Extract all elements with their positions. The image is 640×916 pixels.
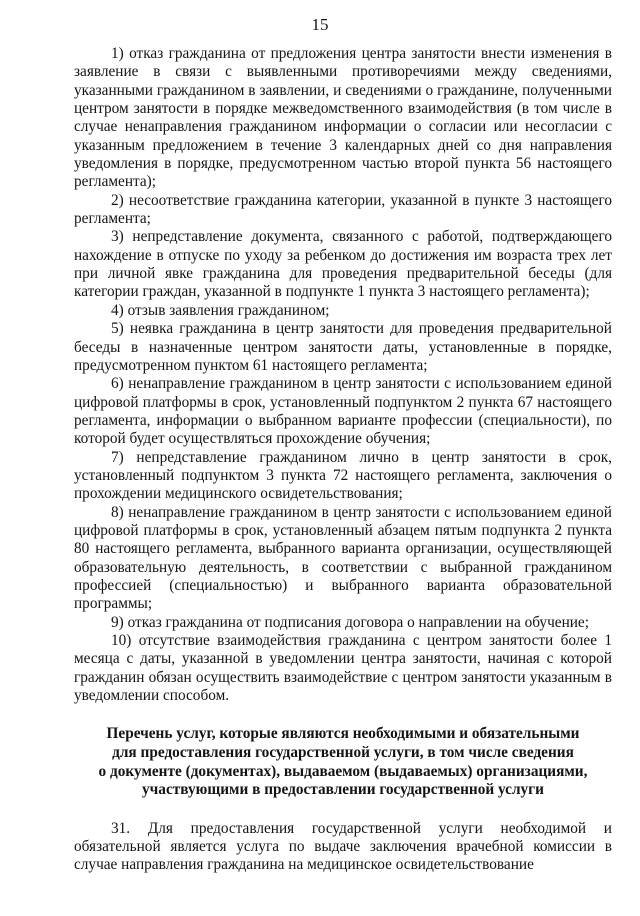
page-number: 15	[311, 15, 329, 34]
section-heading-line-4: участвующими в предоставлении государственной услуги	[142, 781, 544, 799]
list-item-6: 6) ненаправление гражданином в центр занятости с использованием единой цифровой платформы в срок, установленный подпунктом 2 пункта 67 настоящего регламента, информации о выбранном варианте профессии (специальности), по которой будет осуществляться прохождение обучения;	[74, 375, 612, 448]
document-body	[74, 45, 612, 875]
section-heading	[74, 725, 612, 799]
list-item-1: 1) отказ гражданина от предложения центра занятости внести изменения в заявление в связи с выявленными противоречиями между сведениями, указанными гражданином в заявлении, и сведениями о гражданине, полученными центром занятости в порядке межведомственного взаимодействия (в том числе в случае ненаправления гражданином информации о согласии или несогласии с указанным предложением в течение 3 календарных дней со дня направления уведомления в порядке, предусмотренном частью второй пункта 56 настоящего регламента);	[74, 45, 612, 191]
section-heading-line-2: для предоставления государственной услуги, в том числе сведения	[112, 743, 574, 761]
list-item-10: 10) отсутствие взаимодействия гражданина с центром занятости более 1 месяца с даты, указанной в уведомлении центра занятости, начиная с которой гражданин обязан осуществить взаимодействие с центром занятости указанным в уведомлении способом.	[74, 632, 612, 705]
list-item-4: 4) отзыв заявления гражданином;	[111, 301, 330, 319]
section-heading-line-3: о документе (документах), выдаваемом (выдаваемых) организациями,	[98, 762, 588, 780]
list-item-3: 3) непредставление документа, связанного с работой, подтверждающего нахождение в отпуске по уходу за ребенком до достижения им возраста трех лет при личной явке гражданина для проведения предварительной беседы (для категории граждан, указанной в подпункте 1 пункта 3 настоящего регламента);	[74, 228, 612, 301]
list-item-7: 7) непредставление гражданином лично в центр занятости в срок, установленный подпунктом 3 пункта 72 настоящего регламента, заключения о прохождении медицинского освидетельствования;	[74, 448, 612, 503]
list-item-9: 9) отказ гражданина от подписания договора о направлении на обучение;	[111, 613, 589, 631]
paragraph-31: 31. Для предоставления государственной услуги необходимой и обязательной является услуга по выдаче заключения врачебной комиссии в случае направления гражданина на медицинское освидетельствование	[74, 819, 612, 874]
list-item-8: 8) ненаправление гражданином в центр занятости с использованием единой цифровой платформы в срок, установленный абзацем пятым подпункта 2 пункта 80 настоящего регламента, выбранного варианта организации, осуществляющей образовательную деятельность, в соответствии с выбранной гражданином профессией (специальностью) и выбранного варианта образовательной программы;	[74, 503, 612, 613]
list-item-5: 5) неявка гражданина в центр занятости для проведения предварительной беседы в назначенные центром занятости даты, установленные в порядке, предусмотренном пунктом 61 настоящего регламента;	[74, 320, 612, 374]
section-heading-line-1: Перечень услуг, которые являются необходимыми и обязательными	[106, 725, 580, 743]
list-item-2: 2) несоответствие гражданина категории, указанной в пункте 3 настоящего регламента;	[74, 191, 612, 228]
